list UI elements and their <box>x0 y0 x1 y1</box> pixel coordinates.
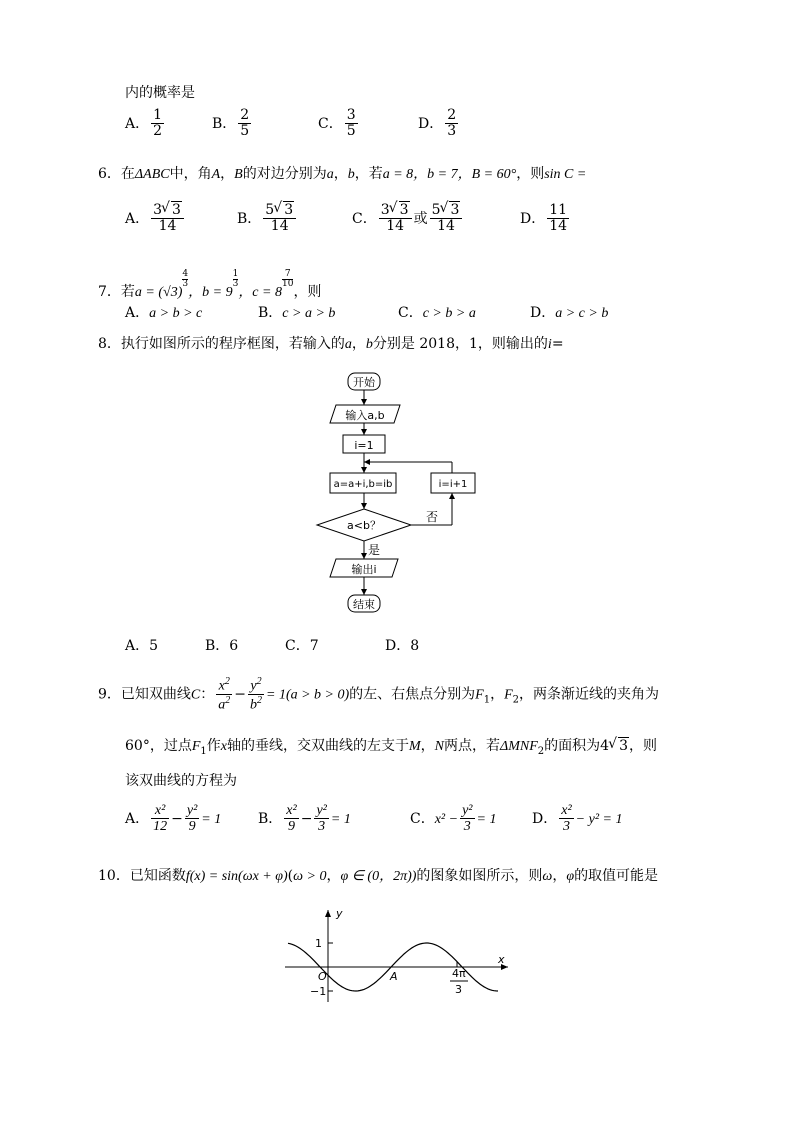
q8-option-a[interactable] <box>125 635 158 655</box>
option-label: A． <box>125 210 150 227</box>
q9-frac2 <box>185 803 199 835</box>
flow-output-label: 输出i <box>351 563 377 576</box>
option-text: 6 <box>229 638 239 654</box>
q6-text: ， <box>220 166 235 182</box>
option-label: C． <box>318 115 343 132</box>
q5-frac-num: 1 <box>153 107 163 123</box>
q6-frac-radicand: 3 <box>172 202 181 218</box>
q9-text: ， <box>420 738 435 754</box>
flow-start-label: 开始 <box>353 376 375 389</box>
q9-text: 60°，过点 <box>125 738 192 754</box>
q6-option-b[interactable] <box>237 203 298 235</box>
option-label: B． <box>212 115 237 132</box>
option-label: B． <box>258 810 283 827</box>
option-text: 5 <box>149 638 159 654</box>
option-label: D． <box>532 810 558 827</box>
q9-stem-line1: 9．已知双曲线C： $\frac{x^2}{a^2}$ − $\frac{y^2}{b^2}$ = 1(a > b > 0)的左、右焦点分别为$F_1$，$F_2$，两条渐近线的夹角为 <box>98 676 660 713</box>
q6-frac-root <box>390 203 410 218</box>
q7-option-d[interactable] <box>530 302 608 322</box>
q7-text: 若 <box>120 284 135 300</box>
q9-frac2-den: 9 <box>188 819 196 835</box>
q9-text: ， <box>490 686 505 703</box>
q7-b-exp-num: 1 <box>232 269 239 279</box>
q10-text: 的取值可能是 <box>574 868 659 884</box>
q6-frac-coef: 3 <box>153 202 163 218</box>
q9-frac1-den: 9 <box>288 819 295 835</box>
minus-sign: − <box>300 810 313 827</box>
q9-number: 9． <box>98 686 121 703</box>
graph-tick-one: 1 <box>315 937 322 950</box>
q8-sep: ， <box>351 336 366 352</box>
q9-frac1 <box>151 803 169 835</box>
q9-frac1 <box>284 803 298 835</box>
q6-frac-radicand: 3 <box>399 202 409 218</box>
q9-frac2-den: 3 <box>463 819 471 835</box>
q5-frac-den: 5 <box>240 123 250 140</box>
q6-frac2-num <box>430 203 463 219</box>
q9-frac1-den: 3 <box>562 819 570 835</box>
q8-a: a <box>344 337 352 352</box>
q10-text: ( <box>287 868 294 884</box>
q6-frac-den: 14 <box>549 218 568 235</box>
q7-stem <box>98 270 321 301</box>
q10-text: 已知函数 <box>129 868 186 884</box>
q8-text: 执行如图所示的程序框图，若输入的 <box>120 336 345 352</box>
option-pre: x² − <box>434 811 459 827</box>
option-label: D． <box>530 305 556 321</box>
q5-frac <box>151 108 164 140</box>
q8-text2: 分别是 2018，1，则输出的 <box>372 336 548 352</box>
q7-b-exp-den: 3 <box>232 279 239 289</box>
q6-or: 或 <box>413 210 428 227</box>
option-label: A． <box>125 638 150 654</box>
q6-frac-root <box>162 203 182 218</box>
q10-stem <box>98 865 658 885</box>
q6-condition: a = 8，b = 7，B = 60° <box>382 167 517 182</box>
q8-b: b <box>365 337 373 352</box>
q6-target: sin C = <box>544 167 587 182</box>
q6-frac-num: 11 <box>549 202 568 218</box>
q9-area-root <box>609 738 629 754</box>
q6-frac-coef: 3 <box>380 202 390 218</box>
q6-frac-coef: 5 <box>265 202 275 218</box>
q9-frac1-den: 12 <box>153 819 168 835</box>
q5-frac-num: 3 <box>346 107 356 123</box>
option-label: D． <box>385 638 411 654</box>
q10-number: 10． <box>98 868 130 884</box>
q8-option-b[interactable] <box>205 635 238 655</box>
q9-frac2 <box>460 803 474 835</box>
q9-text: ，两条渐近线的夹角为 <box>519 686 660 703</box>
q7-option-a[interactable] <box>125 302 202 322</box>
q6-frac2-den: 14 <box>437 218 455 235</box>
option-label: D． <box>520 210 546 227</box>
q9-f1: F <box>191 739 201 754</box>
graph-tick-num: 4π <box>452 967 466 980</box>
q10-graph <box>280 905 520 1005</box>
q6-frac <box>379 203 412 235</box>
q9-f2-sub: 2 <box>512 694 520 706</box>
q9-area: 4 <box>600 738 610 754</box>
option-text: c > b > a <box>422 306 476 321</box>
q6-text: ，则 <box>516 166 545 182</box>
q7-a-exp-num: 4 <box>182 269 189 279</box>
q10-phi: φ <box>566 869 575 884</box>
q9-stem-line3: 该双曲线的方程为 <box>125 773 237 789</box>
option-label: B． <box>205 638 230 654</box>
q5-option-a[interactable] <box>125 108 166 140</box>
q10-omega: ω <box>542 869 553 884</box>
q9-frac1-num: x² <box>286 803 297 818</box>
q9-m: M <box>408 739 421 754</box>
q9-option-a[interactable] <box>125 803 221 835</box>
option-rhs: = 1 <box>201 811 222 827</box>
q9-text: 作 <box>206 738 221 754</box>
q9-frac2-num: y² <box>316 803 327 818</box>
option-label: C． <box>398 305 423 321</box>
q9-option-c[interactable] <box>410 803 496 835</box>
q9-n: N <box>434 739 444 754</box>
q9-triangle: ΔMNF <box>500 739 538 754</box>
q8-i: i <box>547 337 552 352</box>
option-text: 7 <box>309 638 319 654</box>
q5-frac-num: 2 <box>240 107 250 123</box>
q9-curve-c: C <box>190 687 201 703</box>
q6-side-b: b <box>347 167 355 182</box>
q9-frac2 <box>314 803 328 835</box>
q6-frac-num <box>379 203 412 219</box>
q9-text: 两点，若 <box>444 738 500 754</box>
q5-option-d[interactable] <box>418 108 460 140</box>
q6-frac2-coef: 5 <box>431 202 441 218</box>
q5-option-c[interactable] <box>318 108 360 140</box>
q6-frac-num <box>263 203 296 219</box>
q10-function: f(x) = sin(ωx + φ) <box>185 869 288 884</box>
q10-cond2: φ ∈ (0，2π)) <box>340 869 417 884</box>
q6-frac2-radicand: 3 <box>450 202 460 218</box>
graph-origin: O <box>318 970 327 983</box>
option-label: A． <box>125 115 150 132</box>
q6-frac-root <box>274 203 294 218</box>
q9-area-radicand: 3 <box>619 738 628 754</box>
option-rhs: = 1 <box>476 811 497 827</box>
option-label: C． <box>352 210 377 227</box>
option-text: c > a > b <box>282 306 336 321</box>
graph-tick-den: 3 <box>455 983 462 996</box>
q7-c-exp-den: 10 <box>281 279 294 289</box>
graph-y-label: y <box>336 907 343 920</box>
flow-yes-label: 是 <box>367 543 381 557</box>
flow-condition-label: a<b？ <box>347 519 381 532</box>
q6-text: ，若 <box>354 166 383 182</box>
q9-text: 轴的垂线，交双曲线的左支于 <box>226 738 409 754</box>
q6-frac <box>151 203 184 235</box>
q9-frac2-num: y² <box>462 803 473 818</box>
q7-c-exp-num: 7 <box>282 270 293 280</box>
q9-frac-y: $\frac{y^2}{b^2}$ <box>250 676 262 713</box>
option-post: − y² = 1 <box>575 811 623 827</box>
q9-text: ： <box>200 686 215 703</box>
graph-point-a: A <box>390 970 398 983</box>
q6-frac2-root <box>440 203 460 218</box>
q5-frac-den: 2 <box>153 123 163 140</box>
q7-c-exponent <box>282 270 293 289</box>
q5-frac-num: 2 <box>447 107 457 123</box>
q8-option-d[interactable] <box>385 635 419 655</box>
q9-frac2-num: y² <box>186 803 198 818</box>
q8-option-c[interactable] <box>285 635 319 655</box>
q9-frac1 <box>559 803 573 835</box>
flow-init-label: i=1 <box>354 439 374 452</box>
q9-stem-line2 <box>125 735 657 757</box>
option-label: B． <box>258 305 283 321</box>
q9-text: 的面积为 <box>544 738 601 754</box>
q5-frac <box>445 108 458 140</box>
q10-text: ， <box>326 868 341 884</box>
q6-number: 6． <box>98 166 121 182</box>
q6-triangle: ΔABC <box>134 167 170 182</box>
option-label: A． <box>125 305 150 321</box>
q9-f1: F <box>475 687 484 703</box>
q7-option-c[interactable] <box>398 302 476 322</box>
flow-no-label: 否 <box>425 510 439 524</box>
option-label: A． <box>125 810 150 827</box>
q5-frac <box>345 108 358 140</box>
q10-text: 的图象如图所示，则 <box>416 868 543 884</box>
q6-frac-radicand: 3 <box>284 202 294 218</box>
q5-continuation: 内的概率是 <box>125 85 195 101</box>
q8-number: 8． <box>98 336 121 352</box>
q6-angle-b: B <box>234 167 243 182</box>
q9-text: ，则 <box>629 738 657 754</box>
q6-frac-den: 14 <box>386 218 405 235</box>
q5-frac-den: 3 <box>447 123 457 140</box>
q9-text: 已知双曲线 <box>120 686 191 703</box>
q9-option-b[interactable] <box>258 803 351 835</box>
option-label: C． <box>410 810 435 827</box>
q6-frac <box>547 203 569 235</box>
q6-text: ， <box>333 166 348 182</box>
q9-frac2-den: 3 <box>318 819 326 835</box>
q6-option-c[interactable] <box>352 203 464 235</box>
q6-frac-num <box>151 203 184 219</box>
graph-tick-neg-one: −1 <box>310 985 327 998</box>
q6-frac-den: 14 <box>270 218 289 235</box>
option-label: C． <box>285 638 310 654</box>
q5-option-b[interactable] <box>212 108 253 140</box>
q9-frac-x: $\frac{x^2}{a^2}$ <box>218 676 231 713</box>
q6-text: 中，角 <box>169 166 212 182</box>
option-text: a > c > b <box>555 306 609 321</box>
q9-f1-sub: 1 <box>200 745 207 757</box>
q5-frac-den: 5 <box>346 123 356 140</box>
q7-c: ，c = 8 <box>238 285 282 300</box>
q9-f1-sub: 1 <box>483 694 491 706</box>
q9-text: 的左、右焦点分别为 <box>349 686 476 703</box>
q8-stem <box>98 333 564 353</box>
option-text: a > b > c <box>149 306 203 321</box>
q5-frac <box>238 108 251 140</box>
q6-stem <box>98 163 586 183</box>
q9-triangle-sub: 2 <box>537 745 545 757</box>
flow-incr-label: i=i+1 <box>438 479 468 490</box>
option-text: 8 <box>410 638 420 654</box>
q7-number: 7． <box>98 284 121 300</box>
q7-option-b[interactable] <box>258 302 335 322</box>
q6-frac2 <box>430 203 463 235</box>
q7-a: a = (√3) <box>134 285 183 300</box>
q6-angle-a: A <box>211 167 221 182</box>
q6-side-a: a <box>326 167 334 182</box>
q9-equation-tail: = 1(a > b > 0) <box>266 687 350 703</box>
option-rhs: = 1 <box>330 811 351 827</box>
q9-f2: F <box>504 687 513 703</box>
q7-a-exp-den: 3 <box>182 279 189 289</box>
q7-b: ，b = 9 <box>188 285 233 300</box>
q8-tail: = <box>551 336 564 352</box>
q8-flowchart <box>300 365 480 615</box>
option-label: D． <box>418 115 444 132</box>
flow-end-label: 结束 <box>353 598 375 611</box>
flow-assign-label: a=a+i,b=ib <box>333 479 393 490</box>
minus-sign: − <box>171 810 183 827</box>
flow-input-label: 输入a,b <box>345 409 385 422</box>
option-label: B． <box>237 210 262 227</box>
q9-frac1-num: x² <box>561 803 572 818</box>
q6-option-a[interactable] <box>125 203 186 235</box>
q9-option-d[interactable] <box>532 803 622 835</box>
q10-cond1: ω > 0 <box>293 869 327 884</box>
q7-tail: ，则 <box>293 284 322 300</box>
q6-text: 在 <box>120 166 135 182</box>
graph-x-label: x <box>498 953 505 966</box>
q6-option-d[interactable] <box>520 203 571 235</box>
q6-frac <box>263 203 296 235</box>
q9-frac1-num: x² <box>151 803 169 819</box>
q6-text: 的对边分别为 <box>242 166 327 182</box>
q9-x: x <box>220 739 227 754</box>
q10-text: ， <box>552 868 567 884</box>
q6-frac-den: 14 <box>158 218 177 235</box>
